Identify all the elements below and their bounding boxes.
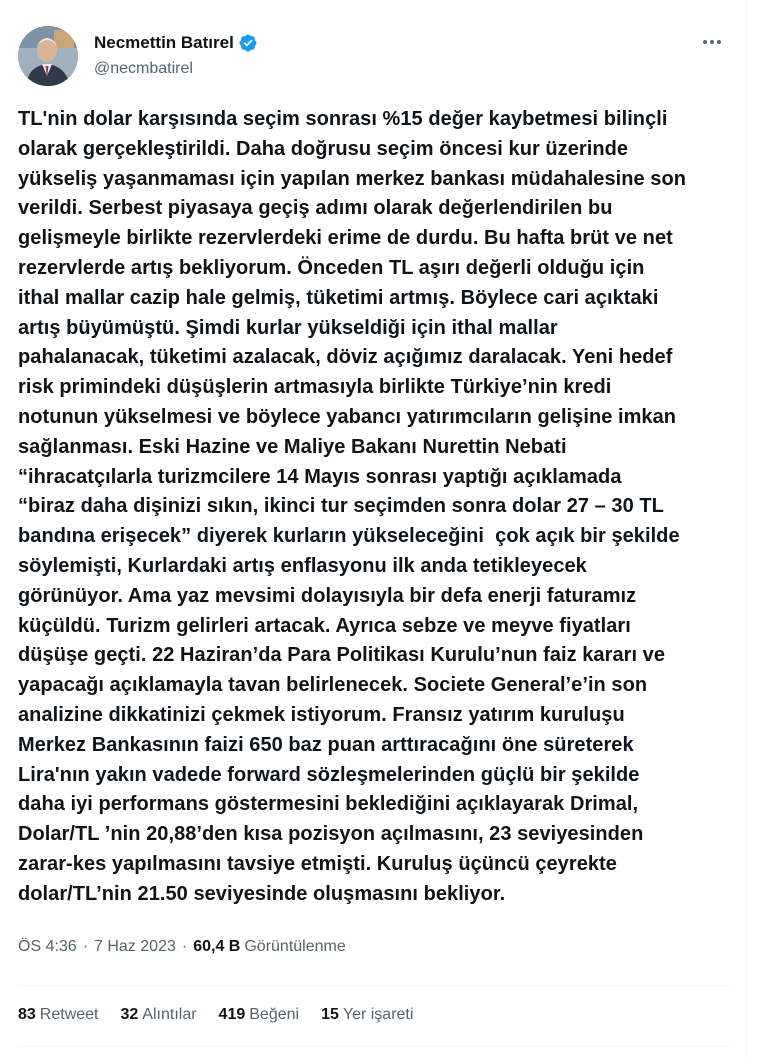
likes-label: Beğeni: [249, 1006, 300, 1023]
author-display-name[interactable]: Necmettin Batırel: [94, 33, 234, 52]
author-info: [94, 32, 258, 78]
author-handle[interactable]: @necmbatirel: [94, 60, 193, 77]
tweet-time[interactable]: ÖS 4:36: [18, 938, 77, 955]
retweets-count: 83: [18, 1006, 36, 1023]
bookmarks-label: Yer işareti: [342, 1006, 414, 1023]
bookmarks-stat[interactable]: [321, 1006, 413, 1024]
verified-badge-icon: [238, 33, 258, 53]
views-count: 60,4 B: [193, 938, 241, 955]
quotes-label: Alıntılar: [142, 1006, 197, 1023]
divider: [18, 1046, 730, 1047]
likes-stat[interactable]: [219, 1006, 300, 1024]
divider: [18, 985, 730, 986]
bookmarks-count: 15: [321, 1006, 339, 1023]
tweet-text: TL'nin dolar karşısında seçim sonrası %15 değer kaybetmesi bilinçli olarak gerçekleştirildi. Daha doğrusu seçim öncesi kur üzerinde yükseliş yaşanmaması için yapılan merkez bankası müdahalesine son verildi. Serbest piyasaya geçiş adımı olarak değerlendirilen bu gelişmeyle birlikte rezervlerdeki erime de durdu. Bu hafta brüt ve net rezervlerde artış bekliyorum. Önceden TL aşırı değerli olduğu için ithal mallar cazip hale gelmiş, tüketimi artmış. Böylece cari açıktaki artış büyümüştü. Şimdi kurlar yükseldiği için ithal mallar pahalanacak, tüketimi azalacak, döviz açığımız daralacak. Yeni hedef risk primindeki düşüşlerin artmasıyla birlikte Türkiye’nin kredi notunun yükselmesi ve böylece yabancı yatırımcıların gelişine imkan sağlanması. Eski Hazine ve Maliye Bakanı Nurettin Nebati “ihracatçılarla turizmcilere 14 Mayıs sonrası yaptığı açıklamada “biraz daha dişinizi sıkın, ikinci tur seçimden sonra dolar 27 – 30 TL bandına erişecek” diyerek kurların yükseleceğini çok açık bir şekilde söylemişti, Kurlardaki artış enflasyonu ilk anda tetikleyecek görünüyor. Ama yaz mevsimi dolayısıyla bir defa enerji faturamız küçüldü. Turizm gelirleri artacak. Ayrıca sebze ve meyve fiyatları düşüşe geçti. 22 Haziran’da Para Politikası Kurulu’nun faiz kararı ve yapacağı açıklamayla tavan belirlenecek. Societe General’e’in son analizine dikkatinizi çekmek istiyorum. Fransız yatırım kuruluşu Merkez Bankasının faizi 650 baz puan arttıracağını öne süreterek Lira'nın yakın vadede forward sözleşmelerinden güçlü bir şekilde daha iyi performans göstermesini beklediğini açıklayarak Drimal, Dolar/TL ’nin 20,88’den kısa pozisyon açılmasını, 23 seviyesinden zarar-kes yapılmasını tavsiye etmişti. Kuruluş üçüncü çeyrekte dolar/TL’nin 21.50 seviyesinde oluşmasını bekliyor.: [18, 108, 687, 905]
meta-separator: ·: [181, 938, 188, 955]
retweets-stat[interactable]: [18, 1006, 99, 1024]
tweet-meta: [18, 938, 346, 956]
tweet-stats: [18, 1006, 435, 1024]
meta-separator: ·: [82, 938, 89, 955]
views-label: Görüntülenme: [244, 938, 346, 955]
quotes-count: 32: [120, 1006, 139, 1023]
retweets-label: Retweet: [39, 1006, 99, 1023]
quotes-stat[interactable]: [121, 1006, 197, 1024]
tweet-header: [18, 26, 730, 88]
column-border: [746, 0, 747, 1058]
likes-count: 419: [218, 1006, 246, 1023]
more-horizontal-icon[interactable]: [700, 32, 724, 52]
avatar[interactable]: [18, 26, 78, 86]
tweet-date[interactable]: 7 Haz 2023: [94, 938, 176, 955]
